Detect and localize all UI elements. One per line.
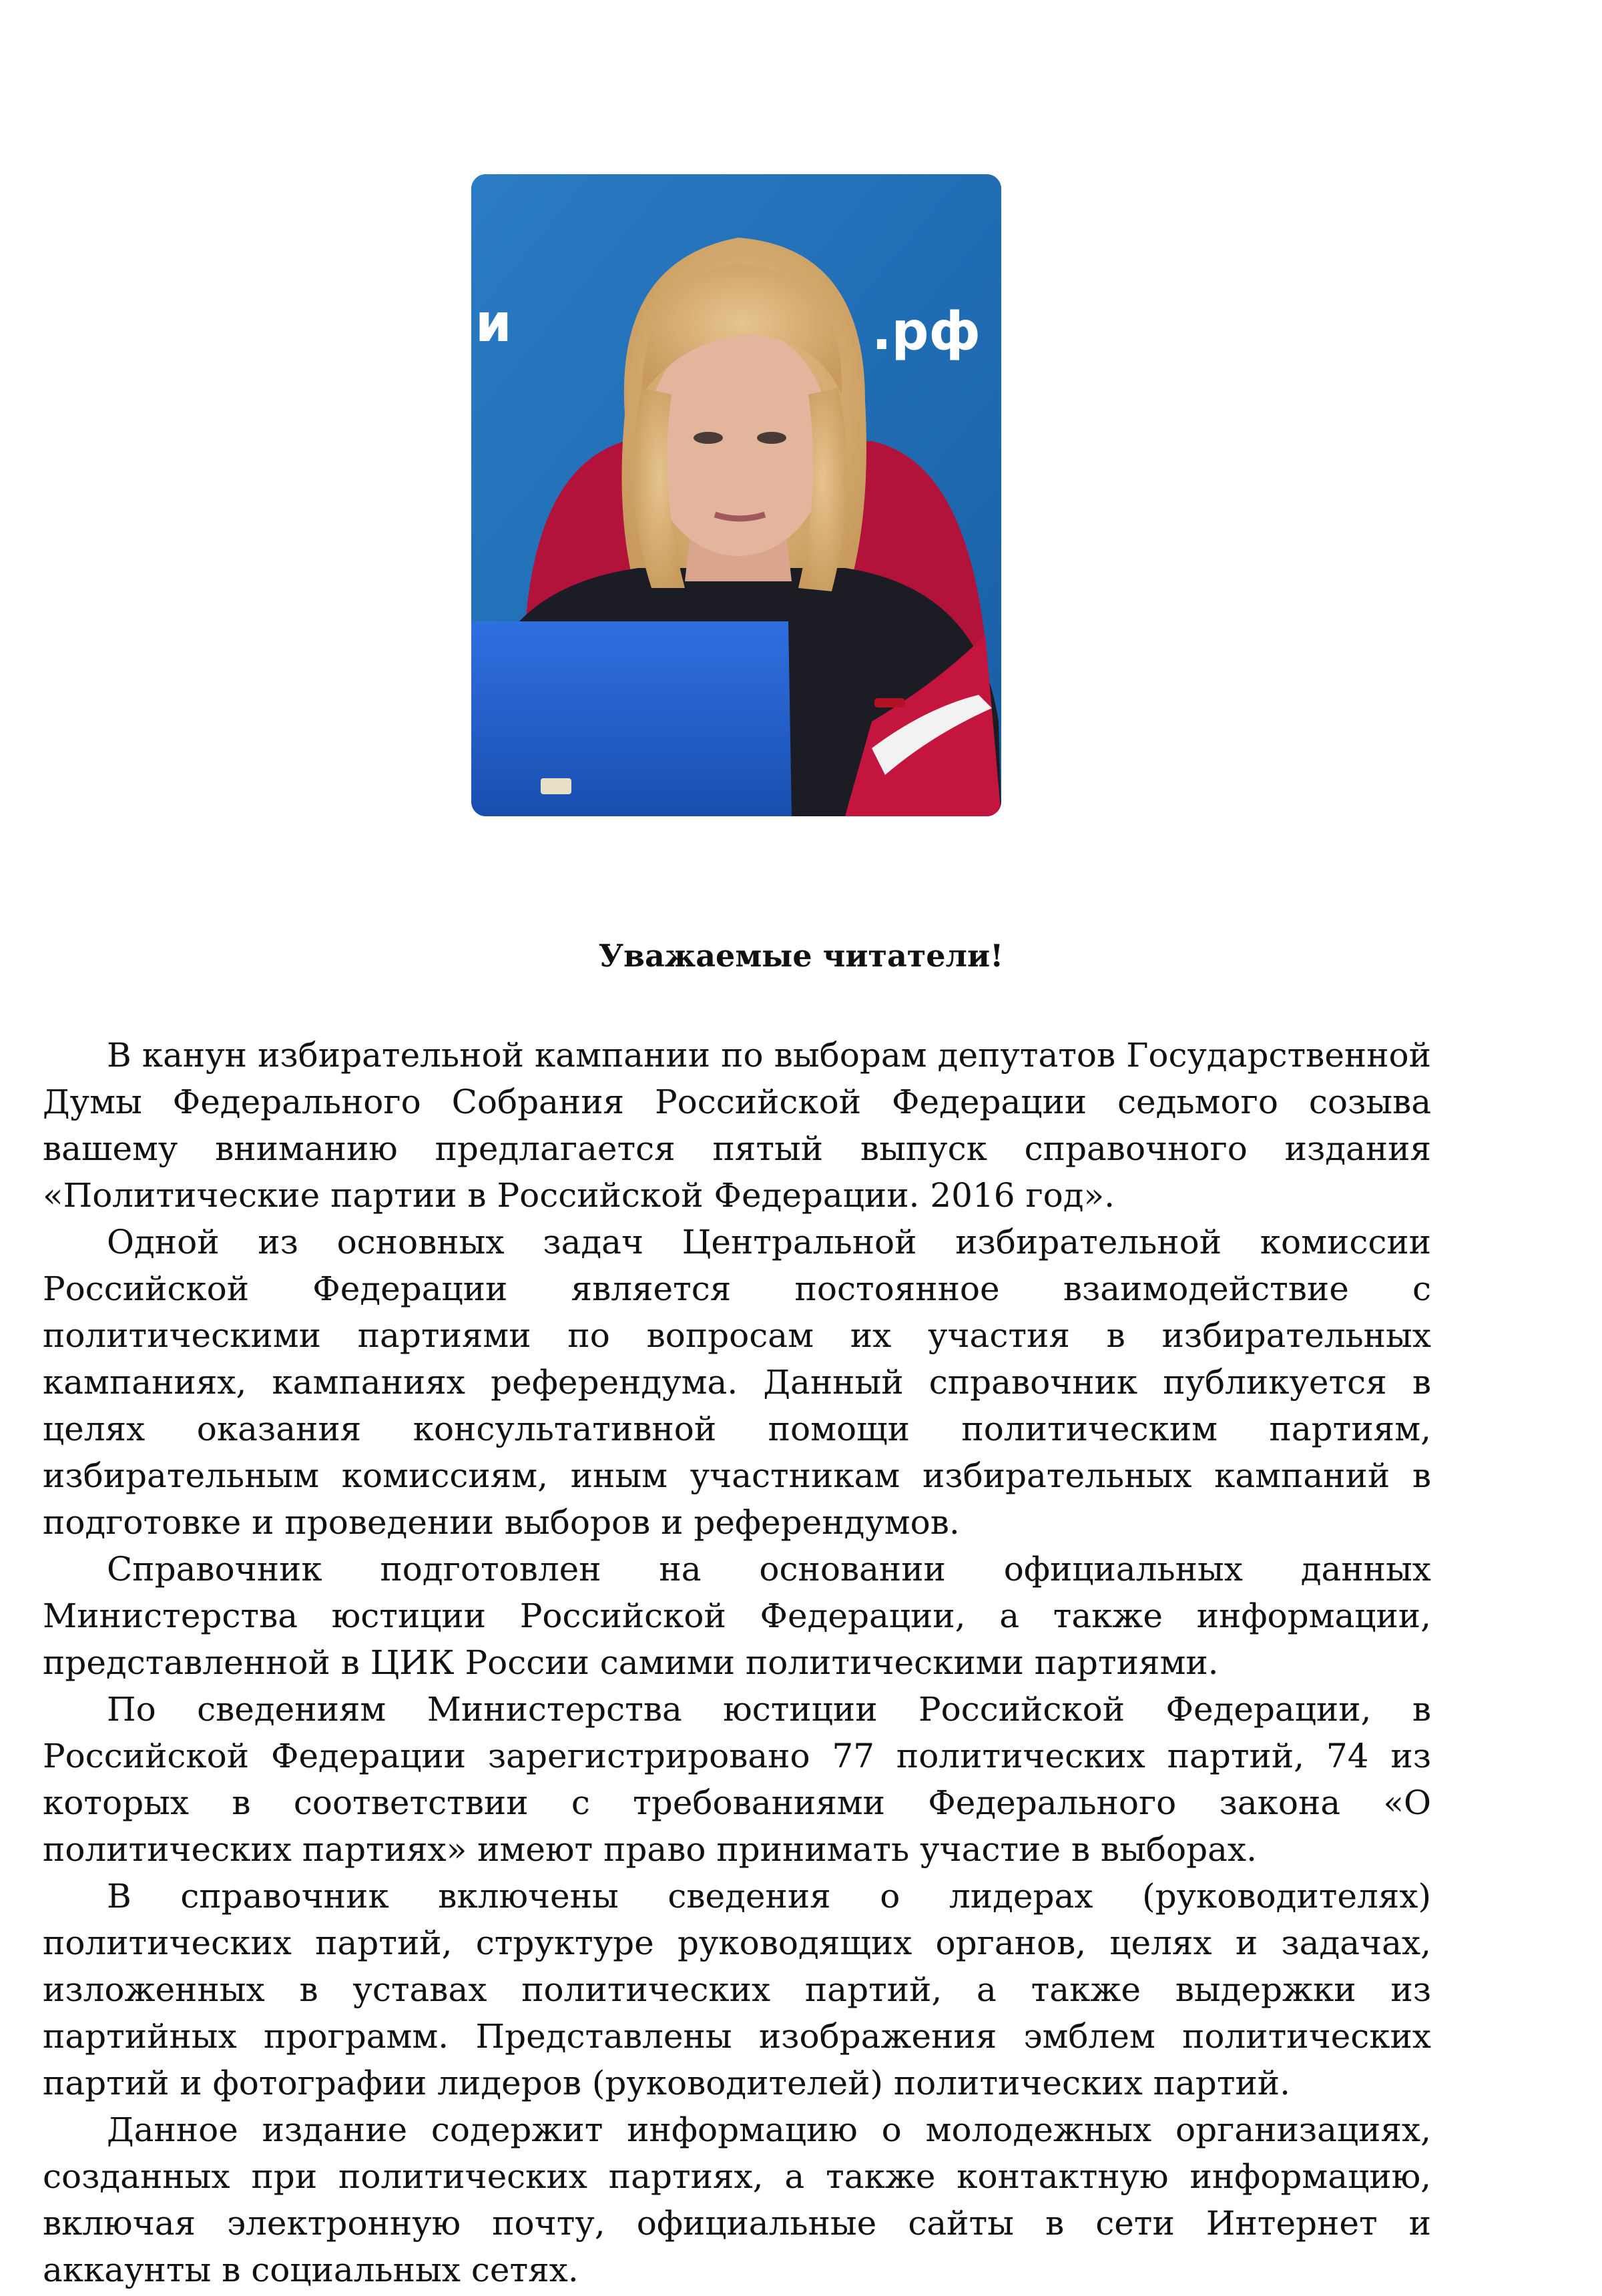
eye-right [757,432,786,444]
eye-left [694,432,723,444]
laptop [471,621,792,816]
paragraph: Справочник подготовлен на основании официальных данных Министерства юстиции Российской Федерации, а также информации, представленной в ЦИК России самими политическими партиями. [43,1550,1431,1682]
paragraph: По сведениям Министерства юстиции Российской Федерации, в Российской Федерации зарегистрировано 77 политических партий, 74 из которых в соответствии с требованиями Федерального закона «О политических партиях» имеют право принимать участие в выборах. [43,1690,1431,1869]
page-heading: Уважаемые читатели! [598,938,1004,974]
brooch [874,698,905,707]
paragraph: Одной из основных задач Центральной избирательной комиссии Российской Федерации является постоянное взаимодействие с политическими партиями по вопросам их участия в избирательных кампаниях, кампаниях референдума. Данный справочник публикуется в целях оказания консультативной помощи политическим партиям, избирательным комиссиям, иным участникам избирательных кампаний в подготовке и проведении выборов и референдумов. [43,1223,1431,1542]
backdrop-text-right: .рф [872,302,981,362]
paragraph: Данное издание содержит информацию о молодежных организациях, созданных при политических партиях, а также контактную информацию, включая электронную почту, официальные сайты в сети Интернет и аккаунты в социальных сетях. [43,2110,1431,2289]
paragraph: В справочник включены сведения о лидерах (руководителях) политических партий, структуре руководящих органов, целях и задачах, изложенных в уставах политических партий, а также выдержки из партийных программ. Представлены изображения эмблем политических партий и фотографии лидеров (руководителей) политических партий. [43,1877,1431,2102]
backdrop-text-left: и [475,294,512,354]
letter-body [43,1032,1431,2293]
paragraph: В канун избирательной кампании по выборам депутатов Государственной Думы Федерального Собрания Российской Федерации седьмого созыва вашему вниманию предлагается пятый выпуск справочного издания «Политические партии в Российской Федерации. 2016 год». [43,1036,1431,1215]
portrait-photo [471,174,1001,816]
laptop-label [541,778,571,794]
